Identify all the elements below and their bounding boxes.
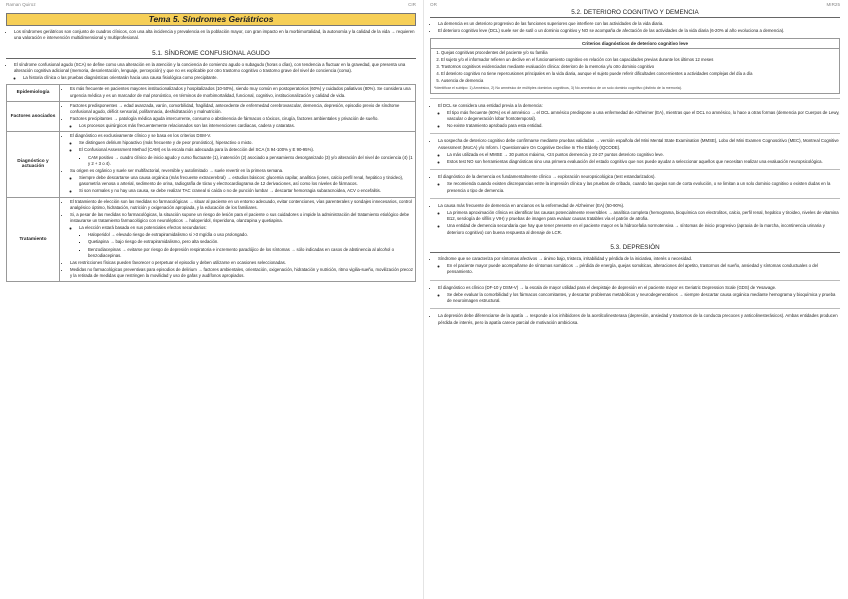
tratamiento-restricciones: • Las restricciones físicas pueden favorecer o perpetuar el episodio y deben utilizarse en ocasiones seleccionadas. [70, 260, 413, 266]
criteria-note: *Identificar el subtipo: 1) Amnésico, 2) No amnésico de múltiples dominios cognitivos, 3) No amnésico de un solo dominio cognitivo (distinto de la memoria). [434, 85, 682, 90]
table-row [7, 132, 416, 197]
factores-predisponentes: • Factores predisponentes → edad avanzada, varón, comorbilidad, fragilidad, antecedente de enfermedad cerebrovascular, demencia, depresión, episodio previo de síndrome confusional agudo, déficit sensorial, polifarmacia, deshidratación y malnutrición. [70, 103, 413, 116]
diagnostico-causa-organica: ◦ Siempre debe descartarse una causa orgánica (más frecuente extracerebral) → estudios básicos: glucemia capilar, analítica (iones, calcio perfil renal, hepático y tiroideo), gasometría venosa o arterial, sedimento de orina, radiografía de tórax y electrocardiograma de 12 derivaciones, así como los niveles de fármacos. [79, 175, 413, 188]
left-header [6, 0, 416, 9]
table-row [7, 101, 416, 132]
table-row [7, 197, 416, 282]
criteria-item: 2. El sujeto y/o el informador refieren un declive en el funcionamiento cognitivo en relación con las capacidades previas durante los últimos 12 meses [441, 57, 839, 63]
diagnostico-tac: ◦ Si son normales y no hay una causa, se debe realizar TAC craneal si caída o no de punción lumbar → descartar hemorragia subaracnoidea, ACV o encefalitis. [79, 188, 413, 194]
factores-precipitantes: • Factores precipitantes → patología médica aguda intercurrente, consumo o abstinencia de fármacos o tóxicos, cirugía, factores ambientales y privación de sueño. [70, 116, 413, 122]
right-header-left: OR [430, 2, 437, 7]
chapter-title: Tema 5. Síndromes Geriátricos [6, 13, 416, 26]
sca-table [6, 84, 416, 282]
diagnostico-demencia: • El diagnóstico de la demencia es fundamentalmente clínico → exploración neuropsicológica (test estandarizados). [438, 174, 840, 180]
separator [430, 280, 840, 281]
tratamiento-no-farmacologico: • El tratamiento de elección son las medidas no farmacológicas → situar al paciente en un entorno adecuado, evitar contenciones, vías parenterales y sondajes innecesarios, control analgésico óptimo, hidratación, nutrición y oxigenación apropiada, y la educación de los familiares. [70, 199, 413, 212]
dcl-previa: • El DCL se considera una entidad previa a la demencia: [438, 103, 840, 109]
diagnostico-clinico: • El diagnóstico es exclusivamente clínico y se basa en los criterios DSM-V. [70, 133, 413, 139]
separator [430, 198, 840, 199]
left-header-subject: CIR [408, 2, 416, 7]
depresion-descartar: ◦ Se debe evaluar la comorbilidad y los fármacos concomitantes, y descartar problemas metabólicos y neurodegenerativos → siempre descartar causa orgánica mediante hemograma y bioquímica y prueba de neuroimagen estructural. [447, 292, 840, 305]
diagnostico-recomendacion: ◦ Se recomienda cuando existen discrepancias entre la impresión clínica y las pruebas de cribado, cuando las quejas son de corta evolución, o se limitan a un solo dominio cognitivo o existen dudas en la presencia o tipo de demencia. [447, 181, 840, 194]
causas-reversibles: ◦ La primera aproximación clínica es identificar las causas potencialmente reversibles → analítica completa (hemograma, bioquímica con electrolitos, calcio, perfil renal, hepático y tiroideo, niveles de vitamina B12, serología de sífilis y VIH) y pruebas de imagen para evaluar causas tratables vía el patrón de atrofia. [447, 210, 840, 223]
depresion-diagnostico: • El diagnóstico es clínico (DF-10 y DSM-V) → la escala de mayor utilidad para el despistaje de depresión en el paciente mayor es Geriatric Depression Scale (GDS) de Yesavage. [438, 285, 840, 291]
row-label-epidemiologia: Epidemiología [7, 85, 60, 101]
sca-definition: • El síndrome confusional agudo (SCA) se define como una alteración en la atención y la conciencia de comienzo agudo o subagudo (horas o días), con tendencia a fluctuar en la gravedad, que presenta una alteración cognitiva adicional (memoria, desorientación, lenguaje, percepción) y que no es explicable por otro trastorno cognitivo o trastorno grave del nivel de conciencia (coma). [14, 62, 416, 75]
sospecha-pruebas: • La sospecha de deterioro cognitivo debe confirmarse mediante pruebas validadas → versión española del Mini Mental State Examination (MMSE), Lobo del Mini Examen Cognoscitivo (MEC), Montreal Cognitive Assessment (MoCA) y/o Inform. l Questionnaire On Cognitive Decline In The Elderly (IQCODE). [438, 138, 840, 151]
factores-quirurgicos: ◦ Los procesos quirúrgicos más frecuentemente relacionados son las intervenciones cardiacas, cadera y cataratas. [79, 123, 413, 129]
tratamiento-preventivas: • Medidas no farmacológicas preventivas para episodios de delirium → factores ambientales, orientación, oxigenación, hidratación y nutrición, ritmo vigilia-sueño, movilización precoz y la retirada de medidas que restringen la movilidad y uso de gafas y audífonos apropiados. [70, 267, 413, 280]
section-title-sca: 5.1. SÍNDROME CONFUSIONAL AGUDO [6, 50, 416, 59]
criteria-item: 4. El deterioro cognitivo no tiene repercusiones principales en la vida diaria, aunque el sujeto puede referir dificultades concernientes a actividades complejas del día a día [441, 71, 839, 77]
right-header-right: MIR25 [826, 2, 840, 7]
diagnostico-cam: ◦ El Confusional Assessment Method (CAM) es la escala más adecuada para la detección del SCA (S 94-100% y E 90-95%). [79, 147, 413, 153]
tratamiento-benzodiacepinas: ▪ Benzodiacepinas → evitarse por riesgo de depresión respiratoria e incremento paradójico de los síntomas → sólo indicadas en casos de abstinencia al alcohol o benzodiacepinas. [88, 247, 413, 260]
tratamiento-quetiapina: ▪ Quetiapina → bajo riesgo de extrapiramidalismo, pero alta sedación. [88, 239, 413, 245]
criteria-item: 3. Trastornos cognitivos evidenciados mediante evaluación clínica: deterioro de la memoria y/u otro dominio cognitivo [441, 64, 839, 70]
section-title-depresion: 5.3. DEPRESIÓN [430, 244, 840, 253]
diagnostico-cam-positivo: ▪ CAM positivo → cuadro clínico de inicio agudo y curso fluctuante (1), inatención (2) asociado a pensamiento desorganizado (3) y/o alteración del nivel de conciencia (4) (1 y 2 + 3 o 4). [88, 155, 413, 168]
hidrocefalia: ◦ Una entidad de demencia secundaria que hay que tener presente en el paciente mayor es la hidrocefalia normotensiva → síntomas de inicio progresivo (apraxia de la marcha, incontinencia urinaria y deterioro cognitivo) con buena respuesta al drenaje de LCR. [447, 223, 840, 236]
tratamiento-farmacologico: • Si, a pesar de las medidas no farmacológicas, la situación supone un riesgo de lesión para el paciente o sus cuidadores o impide la administración del tratamiento etiológico debe instaurarse un tratamiento farmacológico con neurolépticos → haloperidol, risperidona, olanzapina y quetiapina. [70, 212, 413, 225]
diagnostico-origen: • Su origen es orgánico y suele ser multifactorial, reversible y autolimitado → suele revertir en la primera semana. [70, 168, 413, 174]
criteria-item: 1. Quejas cognitivas procedentes del paciente y/o su familia [441, 50, 839, 56]
depresion-apatia: • La depresión debe diferenciarse de la apatía → responde a los inhibidores de la acetilcolinesterasa (depresión, ansiedad y trastornos de la conducta precoces y anticolinesterásicos). Ambas entidades producen pérdida de interés, pero la apatía carece parcial de motivación ambiciosa. [438, 313, 840, 326]
table-row [7, 85, 416, 101]
test-no-diagnosticos: ◦ Estos test NO son herramientas diagnósticas sino una primera evaluación del estado cognitivo que nos puede ayudar a seleccionar aquellos que necesitan realizar una evaluación neuropsicológica. [447, 159, 840, 165]
sca-definition-sub: ◦ La historia clínica o las pruebas diagnósticas orientarán hacia una causa fisiológica como precipitante. [23, 75, 416, 81]
separator [430, 133, 840, 134]
tratamiento-haloperidol: ▪ Haloperidol → elevado riesgo de extrapiramidalismo si >3 mg/día o uso prolongado. [88, 232, 413, 238]
depresion-somaticos: ◦ En el paciente mayor puede acompañarse de síntomas somáticos → pérdida de energía, quejas somáticas, alteraciones del apetito, trastornos del sueño, ansiedad y síntomas conductuales o del pensamiento. [447, 263, 840, 276]
demencia-definition: • La demencia es un deterioro progresivo de las funciones superiores que interfiere con las actividades de la vida diaria. [438, 21, 840, 27]
row-label-diagnostico: Diagnóstico y actuación [7, 132, 60, 197]
tratamiento-eleccion: ◦ La elección estará basada en sus potenciales efectos secundarios: [79, 225, 413, 231]
row-label-factores: Factores asociados [7, 101, 60, 132]
row-label-tratamiento: Tratamiento [7, 197, 60, 282]
separator [430, 169, 840, 170]
diagnostico-tipos: ◦ Se distinguen delirium hipoactivo (más frecuente y de peor pronóstico), hiperactivo o mixto. [79, 140, 413, 146]
intro-paragraph: • Los síndromes geriátricos son conjunto de cuadros clínicos, con una alta incidencia y prevalencia en la población mayor, con gran impacto en la morbimortalidad, la autonomía y la calidad de la vida → requieren una valoración e intervención multidimensional y multiprofesional. [14, 29, 416, 42]
criteria-box [430, 38, 840, 93]
right-header [430, 0, 840, 9]
right-page [424, 0, 848, 599]
criteria-title: Criterios diagnósticos de deterioro cognitivo leve [431, 39, 839, 49]
dcl-definition: • El deterioro cognitivo leve (DCL) suele ser de sutil o un dominio cognitivo y NO se acompaña de afectación de las actividades de la vida diaria (6-20% al año evoluciona a demencia). [438, 28, 840, 34]
dcl-tratamiento: ◦ No existe tratamiento aprobado para esta entidad. [447, 123, 840, 129]
mmse-puntos: ◦ La más utilizada es el MMSE → 30 puntos máximo, <24 puntos demencia y 24-27 puntos deterioro cognitivo leve. [447, 152, 840, 158]
criteria-item: 5. Ausencia de demencia [441, 78, 839, 84]
section-title-demencia: 5.2. DETERIORO COGNITIVO Y DEMENCIA [430, 9, 840, 18]
epidemiologia-text: • Es más frecuente en pacientes mayores institucionalizados y hospitalizados (10-50%), siendo muy común en postoperatorios (60%) y cuidados paliativos (80%). Se considera una urgencia médica y es un marcador de mal pronóstico, en términos de morbimortalidad, funcional, cognitivo, institucionalización y calidad de vida. [70, 86, 413, 99]
depresion-definition: • Síndrome que se caracteriza por síntomas afectivos → ánimo bajo, tristeza, irritabilidad y pérdida de la iniciativa, interés o necesidad. [438, 256, 840, 262]
dcl-amnesico: ◦ El tipo más frecuente (60%) es el amnésico → el DCL amnésico predispone a una enfermedad de Alzheimer (EA), mientras que el DCL no amnésico, lo hace a otras formas (demencia por Cuerpos de Lewy, vascular o degeneración lobar frontotemporal). [447, 110, 840, 123]
left-header-author: Raman Quiroz [6, 2, 36, 7]
separator [430, 308, 840, 309]
separator [430, 98, 840, 99]
causa-demencia: • La causa más frecuente de demencia en ancianos es la enfermedad de Alzheimer (EA) (50-90%). [438, 203, 840, 209]
